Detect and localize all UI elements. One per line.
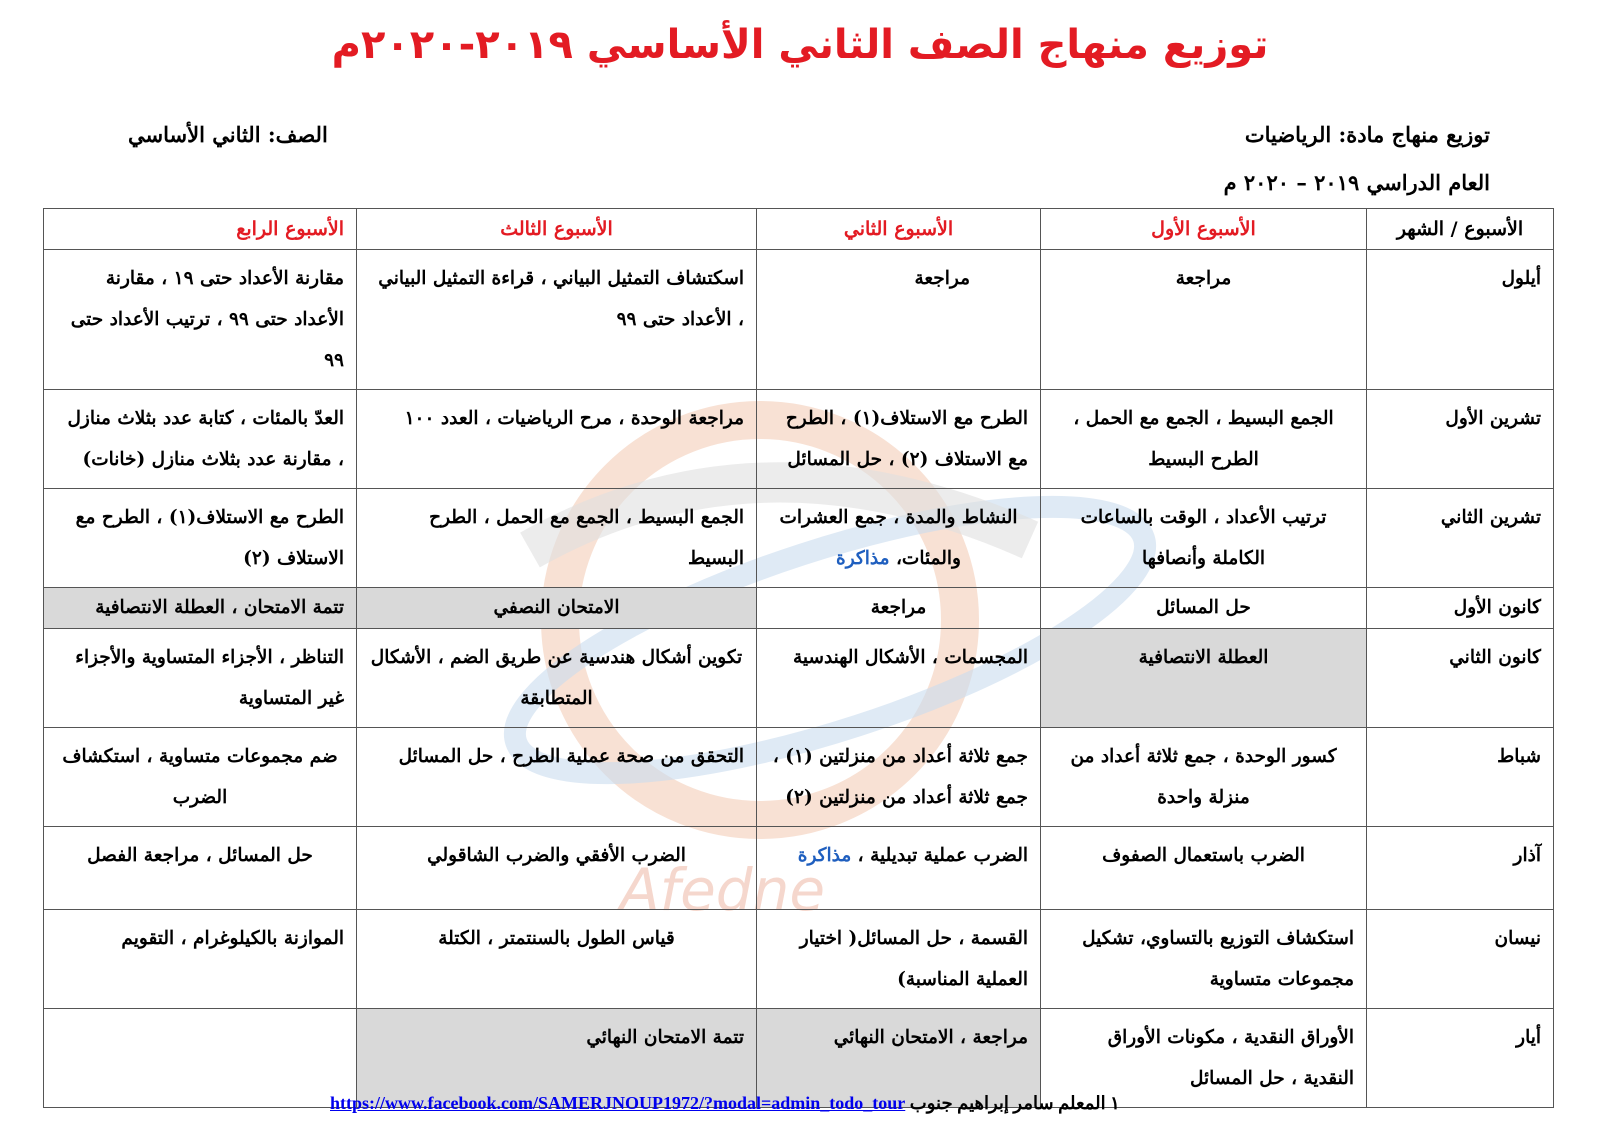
footer-link[interactable]: https://www.facebook.com/SAMERJNOUP1972/?modal=admin_todo_tour (330, 1093, 906, 1113)
week-cell: مراجعة (757, 250, 1041, 390)
table-row (44, 250, 1554, 390)
week-cell: استكشاف التوزيع بالتساوي، تشكيل مجموعات متساوية (1041, 910, 1367, 1009)
week-cell: التحقق من صحة عملية الطرح ، حل المسائل (357, 728, 757, 827)
header-week-1: الأسبوع الأول (1041, 209, 1367, 250)
header-week-3: الأسبوع الثالث (357, 209, 757, 250)
week-cell: القسمة ، حل المسائل( اختيار العملية المناسبة) (757, 910, 1041, 1009)
quiz-highlight: مذاكرة (836, 548, 890, 569)
week-cell: حل المسائل ، مراجعة الفصل (44, 827, 357, 910)
week-cell: جمع ثلاثة أعداد من منزلتين (١) ، جمع ثلاثة أعداد من منزلتين (٢) (757, 728, 1041, 827)
month-cell: آذار (1367, 827, 1554, 910)
week-cell: الامتحان النصفي (357, 588, 757, 629)
month-cell: نيسان (1367, 910, 1554, 1009)
quiz-highlight: مذاكرة (797, 845, 852, 866)
week-cell: الطرح مع الاستلاف(١) ، الطرح مع الاستلاف (٢) (44, 489, 357, 588)
watermark-text: Afedne (620, 856, 826, 924)
page-title: توزيع منهاج الصف الثاني الأساسي ٢٠١٩-٢٠٢٠م (331, 22, 1269, 68)
table-row (44, 910, 1554, 1009)
week-cell: الجمع البسيط ، الجمع مع الحمل ، الطرح البسيط (357, 489, 757, 588)
table-row (44, 489, 1554, 588)
header-week-4: الأسبوع الرابع (44, 209, 357, 250)
week-cell: العدّ بالمئات ، كتابة عدد بثلاث منازل ، مقارنة عدد بثلاث منازل (خانات) (44, 390, 357, 489)
week-cell: التناظر ، الأجزاء المتساوية والأجزاء غير المتساوية (44, 629, 357, 728)
week-cell: ترتيب الأعداد ، الوقت بالساعات الكاملة وأنصافها (1041, 489, 1367, 588)
week-cell: الضرب باستعمال الصفوف (1041, 827, 1367, 910)
grade-label: الصف: الثاني الأساسي (128, 122, 328, 147)
week-cell: مقارنة الأعداد حتى ١٩ ، مقارنة الأعداد حتى ٩٩ ، ترتيب الأعداد حتى ٩٩ (44, 250, 357, 390)
table-row (44, 390, 1554, 489)
table-row (44, 588, 1554, 629)
subject-label: توزيع منهاج مادة: الرياضيات (1244, 122, 1490, 147)
week-cell: مراجعة (757, 588, 1041, 629)
header-week-2: الأسبوع الثاني (757, 209, 1041, 250)
week-cell: الجمع البسيط ، الجمع مع الحمل ، الطرح البسيط (1041, 390, 1367, 489)
week-cell: كسور الوحدة ، جمع ثلاثة أعداد من منزلة واحدة (1041, 728, 1367, 827)
week-cell: مراجعة الوحدة ، مرح الرياضيات ، العدد ١٠٠ (357, 390, 757, 489)
week-cell (757, 489, 1041, 588)
week-cell (44, 1009, 357, 1108)
week-cell: تتمة الامتحان النهائي (357, 1009, 757, 1108)
week-cell: مراجعة (1041, 250, 1367, 390)
table-row (44, 629, 1554, 728)
month-cell: تشرين الأول (1367, 390, 1554, 489)
week-cell (757, 827, 1041, 910)
month-cell: كانون الأول (1367, 588, 1554, 629)
table-header-row (44, 209, 1554, 250)
week-cell: الموازنة بالكيلوغرام ، التقويم (44, 910, 357, 1009)
week-cell: الطرح مع الاستلاف(١) ، الطرح مع الاستلاف (٢) ، حل المسائل (757, 390, 1041, 489)
month-cell: أيار (1367, 1009, 1554, 1108)
academic-year-label: العام الدراسي ٢٠١٩ – ٢٠٢٠ م (1223, 170, 1490, 195)
header-month: الأسبوع / الشهر (1367, 209, 1554, 250)
month-cell: تشرين الثاني (1367, 489, 1554, 588)
table-row (44, 827, 1554, 910)
page-footer (330, 1093, 1120, 1114)
week-cell: تكوين أشكال هندسية عن طريق الضم ، الأشكال المتطابقة (357, 629, 757, 728)
month-cell: شباط (1367, 728, 1554, 827)
week-cell-text: النشاط والمدة ، جمع العشرات والمئات، (779, 507, 1018, 569)
week-cell: مراجعة ، الامتحان النهائي (757, 1009, 1041, 1108)
week-cell: المجسمات ، الأشكال الهندسية (757, 629, 1041, 728)
month-cell: كانون الثاني (1367, 629, 1554, 728)
curriculum-table (43, 208, 1554, 1108)
week-cell: الأوراق النقدية ، مكونات الأوراق النقدية ، حل المسائل (1041, 1009, 1367, 1108)
week-cell: قياس الطول بالسنتمتر ، الكتلة (357, 910, 757, 1009)
footer-teacher: ١ المعلم سامر إبراهيم جنوب (909, 1093, 1120, 1113)
week-cell: العطلة الانتصافية (1041, 629, 1367, 728)
table-row (44, 728, 1554, 827)
month-cell: أيلول (1367, 250, 1554, 390)
week-cell: اسكتشاف التمثيل البياني ، قراءة التمثيل البياني ، الأعداد حتى ٩٩ (357, 250, 757, 390)
week-cell: حل المسائل (1041, 588, 1367, 629)
week-cell-text: الضرب عملية تبديلية ، (851, 845, 1028, 866)
week-cell: تتمة الامتحان ، العطلة الانتصافية (44, 588, 357, 629)
week-cell: ضم مجموعات متساوية ، استكشاف الضرب (44, 728, 357, 827)
week-cell: الضرب الأفقي والضرب الشاقولي (357, 827, 757, 910)
